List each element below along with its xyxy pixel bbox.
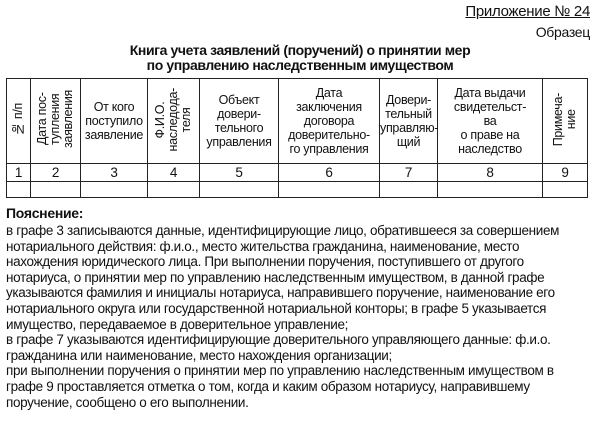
column-number: 3 xyxy=(81,164,148,182)
ledger-table xyxy=(6,78,588,198)
table-header-row xyxy=(7,79,588,164)
empty-cell xyxy=(7,182,31,198)
column-header xyxy=(438,79,543,164)
note-line: графе 9 проставляется отметка о том, когда и каким образом нотариусу, направившему xyxy=(6,378,530,394)
column-number: 2 xyxy=(31,164,81,182)
title-line-2: по управлению наследственным имуществом xyxy=(146,57,454,73)
empty-cell xyxy=(200,182,279,198)
column-number-row xyxy=(7,164,588,182)
column-header-label: От кого поступило заявление xyxy=(84,100,144,142)
column-header-label: Довери- тельный управляю- щий xyxy=(380,93,439,149)
appendix-label: Приложение № 24 xyxy=(465,3,590,20)
note-body xyxy=(6,223,594,410)
empty-cell xyxy=(279,182,380,198)
column-number: 5 xyxy=(200,164,279,182)
column-header-label: Примеча- ние xyxy=(551,92,578,147)
column-header xyxy=(380,79,438,164)
page-title xyxy=(0,43,600,73)
column-header-label: № п/п xyxy=(11,103,25,136)
note-line: нахождения юридического лица. При выполнении поручения, поступившего от другого xyxy=(6,254,524,270)
column-header xyxy=(31,79,81,164)
column-number: 9 xyxy=(543,164,588,182)
column-header xyxy=(279,79,380,164)
empty-cell xyxy=(380,182,438,198)
column-header xyxy=(543,79,588,164)
note-title: Пояснение: xyxy=(6,205,84,221)
column-header xyxy=(148,79,200,164)
empty-cell xyxy=(543,182,588,198)
column-header-label: Дата пос- тупления заявления xyxy=(35,90,75,149)
note-line: при выполнении поручения о принятии мер по управлению наследственным имуществом в xyxy=(6,363,554,379)
empty-cell xyxy=(438,182,543,198)
note-line: гражданина или наименование, место нахождения организации; xyxy=(6,347,392,363)
note-line: нотариуса, о принятии мер по управлению наследственным имуществом, в данной графе xyxy=(6,269,545,285)
column-number: 6 xyxy=(279,164,380,182)
note-line: нотариального округа или государственной нотариальной конторы; в графе 5 указывается xyxy=(6,300,547,316)
sample-label: Образец xyxy=(535,24,590,40)
empty-cell xyxy=(31,182,81,198)
column-header xyxy=(200,79,279,164)
note-line: поручение, сообщено о его выполнении. xyxy=(6,394,249,410)
column-number: 1 xyxy=(7,164,31,182)
title-line-1: Книга учета заявлений (поручений) о принятии мер xyxy=(129,42,471,58)
column-header xyxy=(81,79,148,164)
note-line: имущество, передаваемое в доверительное управление; xyxy=(6,316,348,332)
empty-cell xyxy=(148,182,200,198)
note-line: в графе 7 указываются идентифицирующие доверительного управляющего данные: ф.и.о. xyxy=(6,332,551,348)
column-header-label: Дата заключения договора доверительно- го управления xyxy=(288,86,370,156)
column-number: 4 xyxy=(148,164,200,182)
note-line: нотариального действия: ф.и.о., место жительства гражданина, наименование, место xyxy=(6,238,520,254)
note-line: указываются фамилия и инициалы нотариуса, направившего поручение, наименование его xyxy=(6,285,555,301)
column-header xyxy=(7,79,31,164)
column-header-label: Объект довери- тельного управления xyxy=(206,93,272,149)
column-number: 8 xyxy=(438,164,543,182)
empty-cell xyxy=(81,182,148,198)
column-header-label: Дата выдачи свидетельст- ва о праве на наследство xyxy=(453,86,527,156)
empty-entry-row xyxy=(7,182,588,198)
column-number: 7 xyxy=(380,164,438,182)
column-header-label: Ф.И.О. наследода- теля xyxy=(153,87,193,152)
note-line: в графе 3 записываются данные, идентифицирующие лицо, обратившееся за совершением xyxy=(6,223,560,238)
